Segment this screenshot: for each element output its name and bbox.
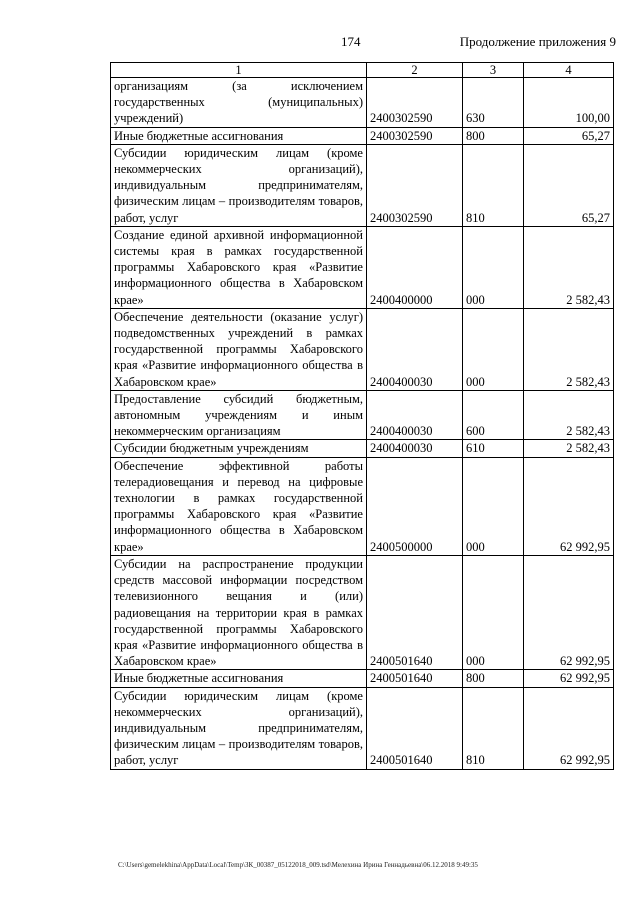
appendix-continuation-label: Продолжение приложения 9 xyxy=(459,34,616,49)
table-row xyxy=(111,390,614,440)
amount-cell: 62 992,95 xyxy=(524,687,614,769)
amount-cell: 100,00 xyxy=(524,78,614,128)
expense-type-cell: 600 xyxy=(463,390,524,440)
expense-type-cell: 810 xyxy=(463,144,524,226)
row-name-cell: Иные бюджетные ассигнования xyxy=(111,670,367,687)
expense-type-cell: 800 xyxy=(463,670,524,687)
target-article-code-cell: 2400501640 xyxy=(367,555,463,669)
target-article-code-cell: 2400400030 xyxy=(367,308,463,390)
table-row xyxy=(111,687,614,769)
expense-type-cell: 000 xyxy=(463,226,524,308)
column-number-row xyxy=(111,63,614,78)
target-article-code-cell: 2400302590 xyxy=(367,78,463,128)
row-name-cell: Предоставление субсидий бюджетным, автономным учреждениям и иным некоммерческим организациям xyxy=(111,390,367,440)
target-article-code-cell: 2400400030 xyxy=(367,440,463,457)
table-row xyxy=(111,78,614,128)
target-article-code-cell: 2400302590 xyxy=(367,127,463,144)
amount-cell: 62 992,95 xyxy=(524,457,614,555)
row-name-cell: Субсидии юридическим лицам (кроме некоммерческих организаций), индивидуальным предпринимателям, физическим лицам – производителям товаров, работ, услуг xyxy=(111,687,367,769)
amount-cell: 2 582,43 xyxy=(524,440,614,457)
row-name-cell: организациям (за исключением государственных (муниципальных) учреждений) xyxy=(111,78,367,128)
column-header-amount: 4 xyxy=(524,63,614,78)
table-row xyxy=(111,226,614,308)
row-name-cell: Иные бюджетные ассигнования xyxy=(111,127,367,144)
budget-table xyxy=(110,62,614,770)
amount-cell: 2 582,43 xyxy=(524,226,614,308)
column-header-code: 2 xyxy=(367,63,463,78)
target-article-code-cell: 2400400000 xyxy=(367,226,463,308)
file-path-footer: C:\Users\gemelekhina\AppData\Local\Temp\ЗК_00387_05122018_009.tsd\Мелехина Ирина Геннадьевна\06.12.2018 9:49:35 xyxy=(118,861,478,869)
amount-cell: 62 992,95 xyxy=(524,555,614,669)
target-article-code-cell: 2400400030 xyxy=(367,390,463,440)
table-row xyxy=(111,457,614,555)
target-article-code-cell: 2400302590 xyxy=(367,144,463,226)
table-row xyxy=(111,440,614,457)
amount-cell: 2 582,43 xyxy=(524,308,614,390)
expense-type-cell: 800 xyxy=(463,127,524,144)
row-name-cell: Обеспечение эффективной работы телерадиовещания и перевод на цифровые технологии в рамках государственной программы Хабаровского края «Развитие информационного общества в Хабаровском крае» xyxy=(111,457,367,555)
table-row xyxy=(111,670,614,687)
row-name-cell: Создание единой архивной информационной системы края в рамках государственной программы Хабаровского края «Развитие информационного общества в Хабаровском крае» xyxy=(111,226,367,308)
expense-type-cell: 630 xyxy=(463,78,524,128)
target-article-code-cell: 2400501640 xyxy=(367,687,463,769)
target-article-code-cell: 2400500000 xyxy=(367,457,463,555)
row-name-cell: Субсидии юридическим лицам (кроме некоммерческих организаций), индивидуальным предпринимателям, физическим лицам – производителям товаров, работ, услуг xyxy=(111,144,367,226)
amount-cell: 62 992,95 xyxy=(524,670,614,687)
expense-type-cell: 000 xyxy=(463,308,524,390)
row-name-cell: Субсидии бюджетным учреждениям xyxy=(111,440,367,457)
expense-type-cell: 610 xyxy=(463,440,524,457)
table-row xyxy=(111,144,614,226)
expense-type-cell: 000 xyxy=(463,555,524,669)
column-header-type: 3 xyxy=(463,63,524,78)
table-row xyxy=(111,127,614,144)
amount-cell: 65,27 xyxy=(524,127,614,144)
target-article-code-cell: 2400501640 xyxy=(367,670,463,687)
amount-cell: 2 582,43 xyxy=(524,390,614,440)
table-row xyxy=(111,308,614,390)
table-row xyxy=(111,555,614,669)
amount-cell: 65,27 xyxy=(524,144,614,226)
table-body xyxy=(111,78,614,770)
column-header-name: 1 xyxy=(111,63,367,78)
expense-type-cell: 000 xyxy=(463,457,524,555)
row-name-cell: Субсидии на распространение продукции средств массовой информации посредством телевизионного вещания и (или) радиовещания на территории края в рамках государственной программы Хабаровского края «Развитие информационного общества в Хабаровском крае» xyxy=(111,555,367,669)
row-name-cell: Обеспечение деятельности (оказание услуг) подведомственных учреждений в рамках государственной программы Хабаровского края «Развитие информационного общества в Хабаровском крае» xyxy=(111,308,367,390)
expense-type-cell: 810 xyxy=(463,687,524,769)
page-number: 174 xyxy=(341,34,361,49)
